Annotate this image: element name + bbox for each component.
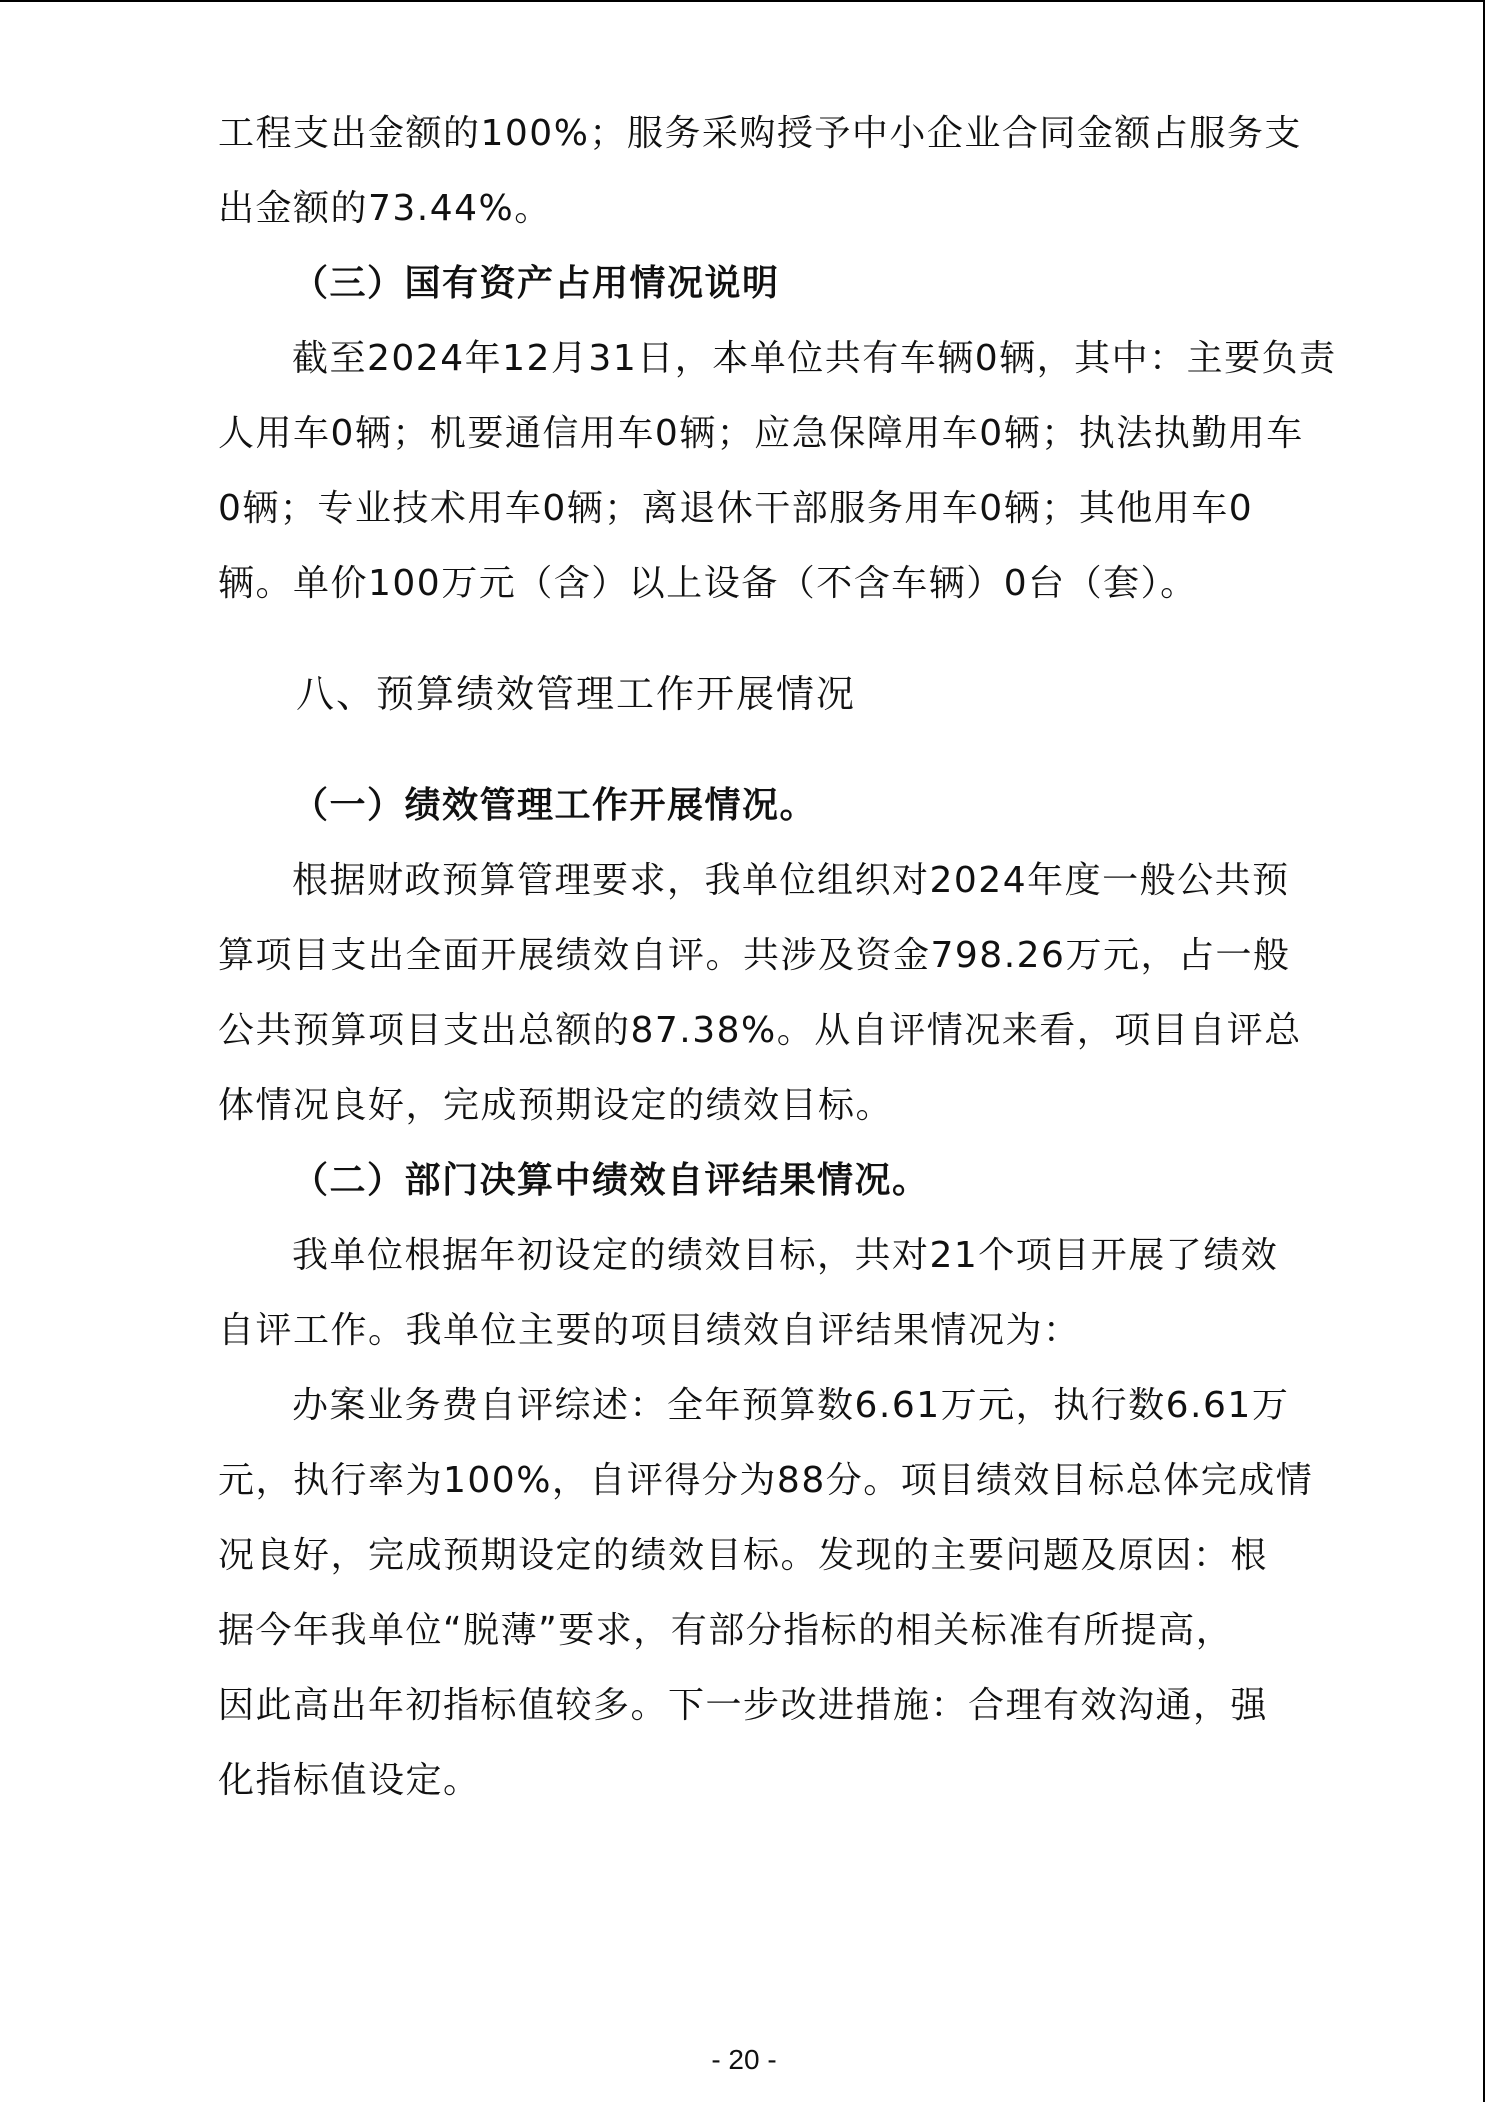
document-body bbox=[218, 96, 1337, 1818]
paragraph-line: 据今年我单位“脱薄”要求，有部分指标的相关标准有所提高， bbox=[218, 1610, 1234, 1651]
paragraph-line: 截至2024年12月31日，本单位共有车辆0辆，其中：主要负责 bbox=[292, 338, 1337, 379]
paragraph-line: 根据财政预算管理要求，我单位组织对2024年度一般公共预 bbox=[292, 860, 1290, 901]
section-heading-self-evaluation: （二）部门决算中绩效自评结果情况。 bbox=[292, 1160, 930, 1201]
paragraph-line: 0辆；专业技术用车0辆；离退休干部服务用车0辆；其他用车0 bbox=[218, 488, 1254, 529]
paragraph-line: 我单位根据年初设定的绩效目标，共对21个项目开展了绩效 bbox=[292, 1235, 1279, 1276]
paragraph-line: 化指标值设定。 bbox=[218, 1760, 481, 1801]
chapter-heading: 八、预算绩效管理工作开展情况 bbox=[296, 672, 857, 716]
paragraph-line: 自评工作。我单位主要的项目绩效自评结果情况为： bbox=[218, 1310, 1081, 1351]
paragraph-line: 公共预算项目支出总额的87.38%。从自评情况来看，项目自评总 bbox=[218, 1010, 1302, 1051]
paragraph-line: 因此高出年初指标值较多。下一步改进措施：合理有效沟通，强 bbox=[218, 1685, 1269, 1726]
paragraph-line: 况良好，完成预期设定的绩效目标。发现的主要问题及原因：根 bbox=[218, 1535, 1269, 1576]
section-heading-performance: （一）绩效管理工作开展情况。 bbox=[292, 785, 818, 826]
paragraph-line: 辆。单价100万元（含）以上设备（不含车辆）0台（套）。 bbox=[218, 563, 1198, 604]
page-number: - 20 - bbox=[711, 2044, 777, 2075]
paragraph-line: 体情况良好，完成预期设定的绩效目标。 bbox=[218, 1085, 894, 1126]
section-heading-assets: （三）国有资产占用情况说明 bbox=[292, 263, 780, 304]
paragraph-line: 办案业务费自评综述：全年预算数6.61万元，执行数6.61万 bbox=[292, 1385, 1290, 1426]
paragraph-line: 出金额的73.44%。 bbox=[218, 188, 552, 229]
paragraph-line: 工程支出金额的100%；服务采购授予中小企业合同金额占服务支 bbox=[218, 113, 1302, 154]
paragraph-line: 算项目支出全面开展绩效自评。共涉及资金798.26万元，占一般 bbox=[218, 935, 1291, 976]
paragraph-line: 元，执行率为100%，自评得分为88分。项目绩效目标总体完成情 bbox=[218, 1460, 1314, 1501]
paragraph-line: 人用车0辆；机要通信用车0辆；应急保障用车0辆；执法执勤用车 bbox=[218, 413, 1304, 454]
